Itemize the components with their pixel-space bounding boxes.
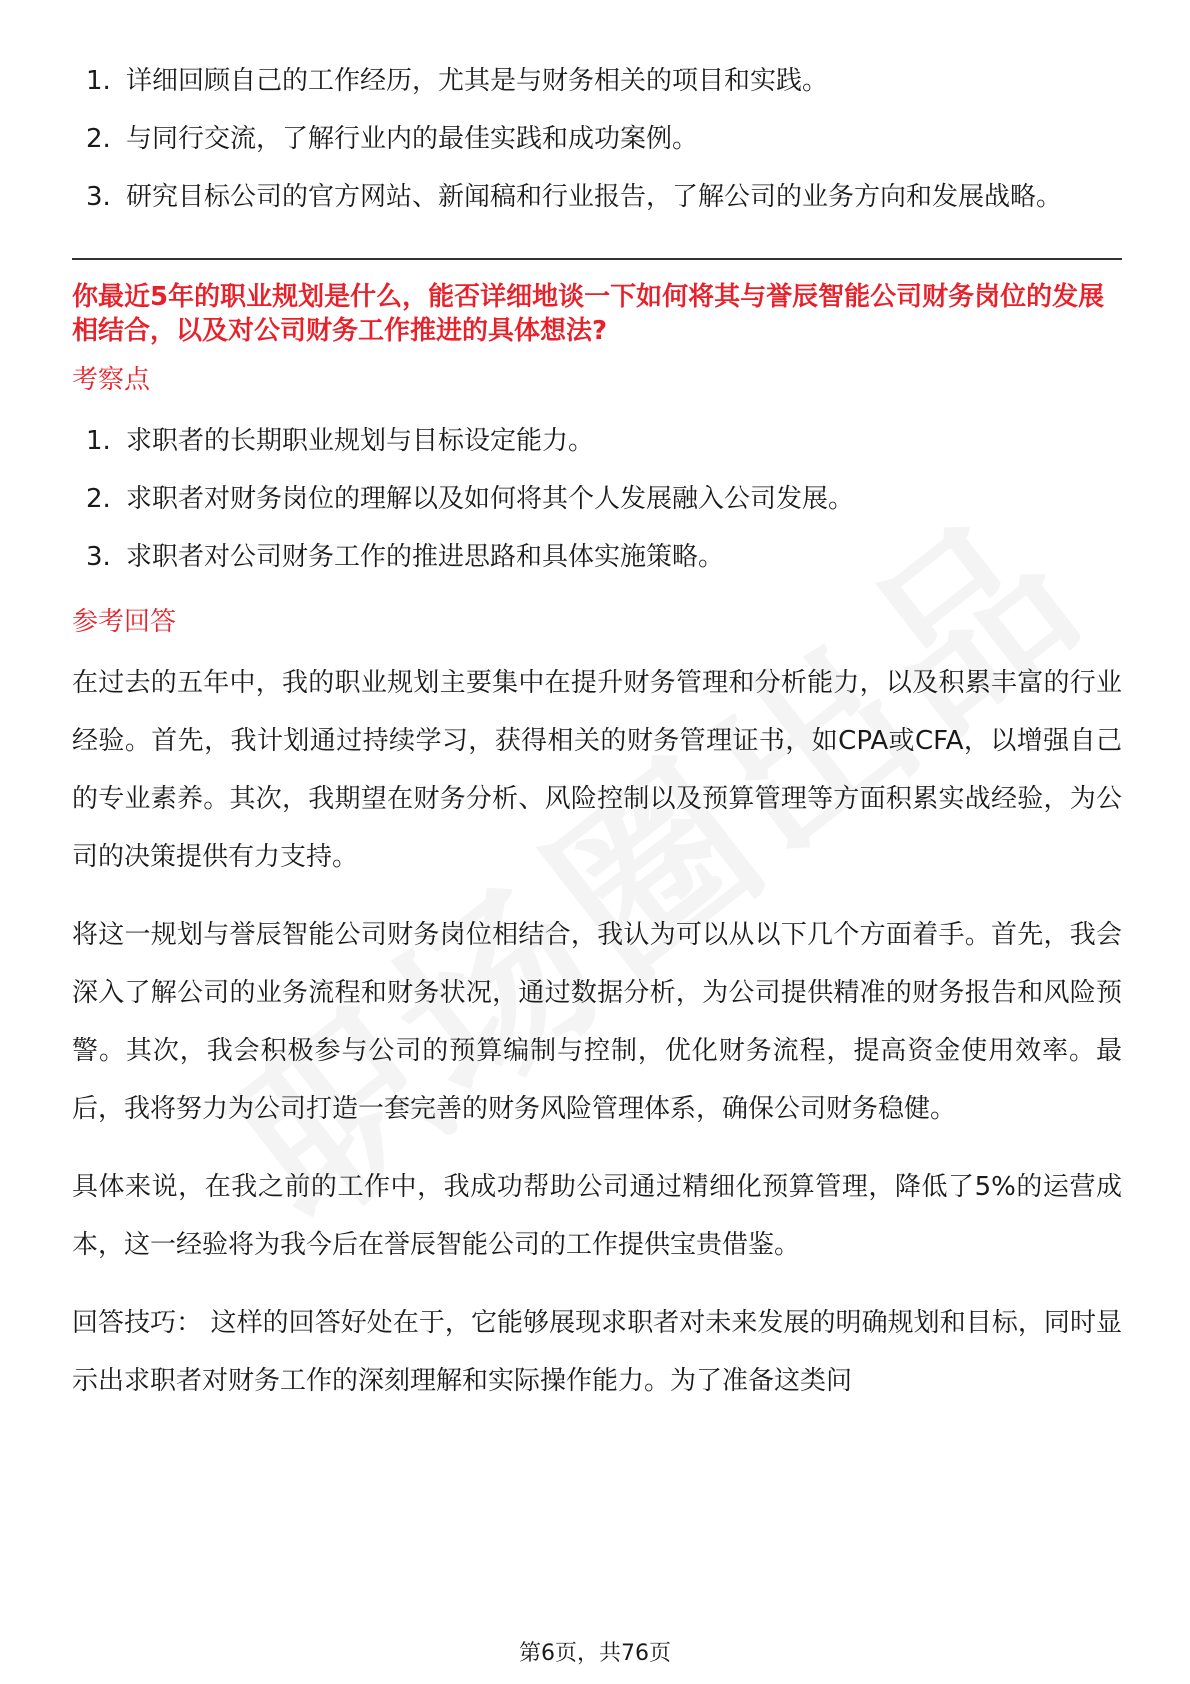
answer-tips-paragraph: 回答技巧： 这样的回答好处在于，它能够展现求职者对未来发展的明确规划和目标，同时显示出求职者对财务工作的深刻理解和实际操作能力。为了准备这类问 xyxy=(72,1308,1122,1396)
points-heading: 考察点 xyxy=(72,365,151,395)
answer-paragraph: 在过去的五年中，我的职业规划主要集中在提升财务管理和分析能力，以及积累丰富的行业经验。首先，我计划通过持续学习，获得相关的财务管理证书，如CPA或CFA，以增强自己的专业素养。其次，我期望在财务分析、风险控制以及预算管理等方面积累实战经验，为公司的决策提供有力支持。 xyxy=(72,668,1122,872)
answer-paragraph: 将这一规划与誉辰智能公司财务岗位相结合，我认为可以从以下几个方面着手。首先，我会深入了解公司的业务流程和财务状况，通过数据分析，为公司提供精准的财务报告和风险预警。其次，我会积极参与公司的预算编制与控制，优化财务流程，提高资金使用效率。最后，我将努力为公司打造一套完善的财务风险管理体系，确保公司财务稳健。 xyxy=(72,920,1122,1124)
answer-paragraph: 具体来说，在我之前的工作中，我成功帮助公司通过精细化预算管理，降低了5%的运营成本，这一经验将为我今后在誉辰智能公司的工作提供宝贵借鉴。 xyxy=(72,1172,1122,1260)
list-item: 2. 与同行交流，了解行业内的最佳实践和成功案例。 xyxy=(86,124,699,154)
list-item: 1. 求职者的长期职业规划与目标设定能力。 xyxy=(86,426,595,456)
points-list xyxy=(72,412,1122,586)
prep-list xyxy=(72,52,1122,226)
page-number: 第6页，共76页 xyxy=(519,1641,671,1666)
section-divider xyxy=(72,258,1122,260)
list-item: 3. 求职者对公司财务工作的推进思路和具体实施策略。 xyxy=(86,542,725,572)
list-item: 1. 详细回顾自己的工作经历，尤其是与财务相关的项目和实践。 xyxy=(86,66,829,96)
page-content xyxy=(72,52,1122,1410)
list-item: 3. 研究目标公司的官方网站、新闻稿和行业报告，了解公司的业务方向和发展战略。 xyxy=(86,182,1063,212)
list-item: 2. 求职者对财务岗位的理解以及如何将其个人发展融入公司发展。 xyxy=(86,484,855,514)
question-title: 你最近5年的职业规划是什么，能否详细地谈一下如何将其与誉辰智能公司财务岗位的发展相结合，以及对公司财务工作推进的具体想法? xyxy=(72,282,1105,346)
answer-heading: 参考回答 xyxy=(72,607,177,637)
